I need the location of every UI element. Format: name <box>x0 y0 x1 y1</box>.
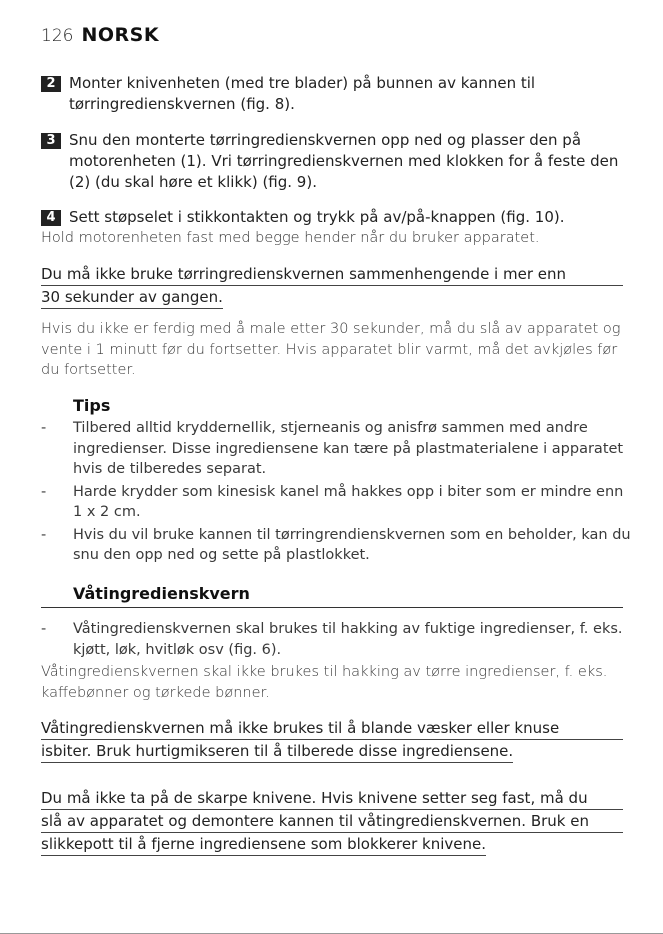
warning-line: Du må ikke ta på de skarpe knivene. Hvis knivene setter seg fast, må du <box>41 787 623 810</box>
page-header <box>41 24 159 46</box>
warning-wet-grinder <box>41 717 623 763</box>
list-item: - Tilbered alltid krydderneIlik, stjerneanis og anisfrø sammen med andre ingredienser. Disse ingrediensene kan tære på plastmaterialene i apparatet hvis de tilberedes separat. <box>41 420 624 477</box>
list-item: - Våtingredienskvernen skal brukes til hakking av fuktige ingredienser, f. eks. kjøtt, løk, hvitløk osv (fig. 6). <box>41 621 623 658</box>
step-number-badge: 3 <box>41 133 61 149</box>
wet-grinder-paragraph: Våtingredienskvernen skal ikke brukes til hakking av tørre ingredienser, f. eks. kaffebønner og tørkede bønner. <box>41 664 608 701</box>
step-2 <box>41 73 631 115</box>
step-3 <box>41 130 631 193</box>
warning-line: Våtingredienskvernen må ikke brukes til å blande væsker eller knuse <box>41 717 623 740</box>
tips-heading: Tips <box>73 396 111 415</box>
step-number-badge: 4 <box>41 210 61 226</box>
list-item: - Hvis du vil bruke kannen til tørringrendienskvernen som en beholder, kan du snu den opp ned og sette på plastlokket. <box>41 526 631 563</box>
step-text: Sett støpselet i stikkontakten og trykk på av/på-knappen (fig. 10). <box>69 208 565 226</box>
list-item: - Harde krydder som kinesisk kanel må hakkes opp i biter som er mindre enn 1 x 2 cm. <box>41 483 624 520</box>
wet-grinder-list <box>41 619 631 662</box>
warning-line: 30 sekunder av gangen. <box>41 286 223 309</box>
page-number: 126 <box>41 26 74 46</box>
warning-line: Du må ikke bruke tørringredienskvernen sammenhengende i mer enn <box>41 263 623 286</box>
cooldown-paragraph: Hvis du ikke er ferdig med å male etter 30 sekunder, må du slå av apparatet og vente i 1 minutt før du fortsetter. Hvis apparatet blir varmt, må det avkjøles før du fortsetter. <box>41 321 621 378</box>
section-language-title: NORSK <box>81 24 160 46</box>
warning-sharp-blades <box>41 787 623 856</box>
step-4-followup: Hold motorenheten fast med begge hender når du bruker apparatet. <box>41 230 540 246</box>
tips-list <box>41 418 631 568</box>
warning-line: isbiter. Bruk hurtigmikseren til å tilberede disse ingrediensene. <box>41 740 513 763</box>
step-4 <box>41 207 631 249</box>
wet-grinder-heading: Våtingredienskvern <box>73 584 250 603</box>
section-divider <box>41 607 623 608</box>
warning-dry-grinder <box>41 263 623 309</box>
step-number-badge: 2 <box>41 76 61 92</box>
warning-line: slå av apparatet og demontere kannen til våtingredienskvernen. Bruk en <box>41 810 623 833</box>
step-text: Snu den monterte tørringredienskvernen opp ned og plasser den på motorenheten (1). Vri tørringredienskvernen med klokken for å feste den (2) (du skal høre et klikk) (fig. 9). <box>69 131 619 191</box>
step-text: Monter knivenheten (med tre blader) på bunnen av kannen til tørringredienskvernen (fig. 8). <box>69 74 536 113</box>
warning-line: slikkepott til å fjerne ingrediensene som blokkerer knivene. <box>41 833 486 856</box>
